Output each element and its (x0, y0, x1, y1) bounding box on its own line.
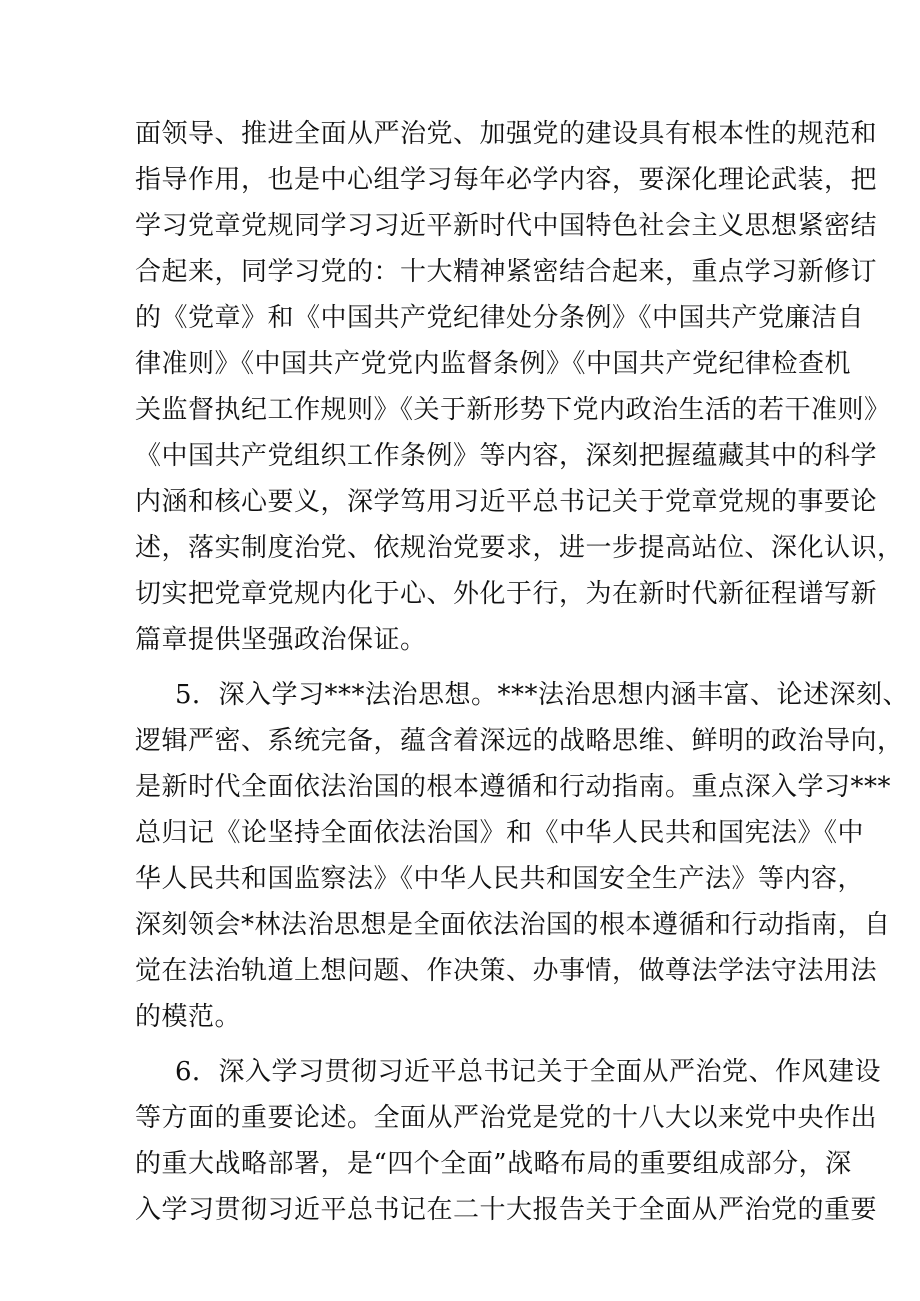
text-line: 的模范。 (135, 1002, 242, 1032)
item-5-heading-line: 5．深入学习***法治思想。***法治思想内涵丰富、论述深刻、 (175, 680, 910, 710)
text-line: 面领导、推进全面从严治党、加强党的建设具有根本性的规范和 (135, 119, 878, 149)
text-line: 逻辑严密、系统完备，蕴含着深远的战略思维、鲜明的政治导向， (135, 726, 904, 756)
text-line: 华人民共和国监察法》《中华人民共和国安全生产法》等内容， (135, 864, 865, 894)
text-line: 合起来，同学习党的：十大精神紧密结合起来，重点学习新修订 (135, 257, 878, 287)
text-line: 学习党章党规同学习习近平新时代中国特色社会主义思想紧密结 (135, 211, 878, 241)
text-line: 入学习贯彻习近平总书记在二十大报告关于全面从严治党的重要 (135, 1195, 878, 1225)
text-line: 律准则》《中国共产党党内监督条例》《中国共产党纪律检查机 (135, 349, 852, 379)
text-line: 等方面的重要论述。全面从严治党是党的十八大以来党中央作出 (135, 1103, 878, 1133)
body-text (135, 111, 910, 1233)
text-line: 的《党章》和《中国共产党纪律处分条例》《中国共产党廉洁自 (135, 303, 865, 333)
text-line: 的重大战略部署，是“四个全面”战略布局的重要组成部分，深 (135, 1149, 852, 1179)
text-line: 总归记《论坚持全面依法治国》和《中华人民共和国宪法》《中 (135, 818, 865, 848)
text-line: 切实把党章党规内化于心、外化于行，为在新时代新征程谱写新 (135, 579, 878, 609)
text-line: 觉在法治轨道上想问题、作决策、办事情，做尊法学法守法用法 (135, 956, 878, 986)
text-line: 述，落实制度治党、依规治党要求，进一步提高站位、深化认识， (135, 533, 904, 563)
text-line: 篇章提供坚强政治保证。 (135, 625, 427, 655)
text-line: 内涵和核心要义，深学笃用习近平总书记关于党章党规的事要论 (135, 487, 878, 517)
text-line: 深刻领会*林法治思想是全面依法治国的根本遵循和行动指南，自 (135, 910, 891, 940)
item-6-heading-line: 6．深入学习贯彻习近平总书记关于全面从严治党、作风建设 (175, 1057, 882, 1087)
text-line: 关监督执纪工作规则》《关于新形势下党内政治生活的若干准则》 (135, 395, 891, 425)
text-line: 《中国共产党组织工作条例》等内容，深刻把握蕴藏其中的科学 (135, 441, 878, 471)
text-line: 指导作用，也是中心组学习每年必学内容，要深化理论武装，把 (135, 165, 878, 195)
text-line: 是新时代全面依法治国的根本遵循和行动指南。重点深入学习*** (135, 772, 892, 802)
